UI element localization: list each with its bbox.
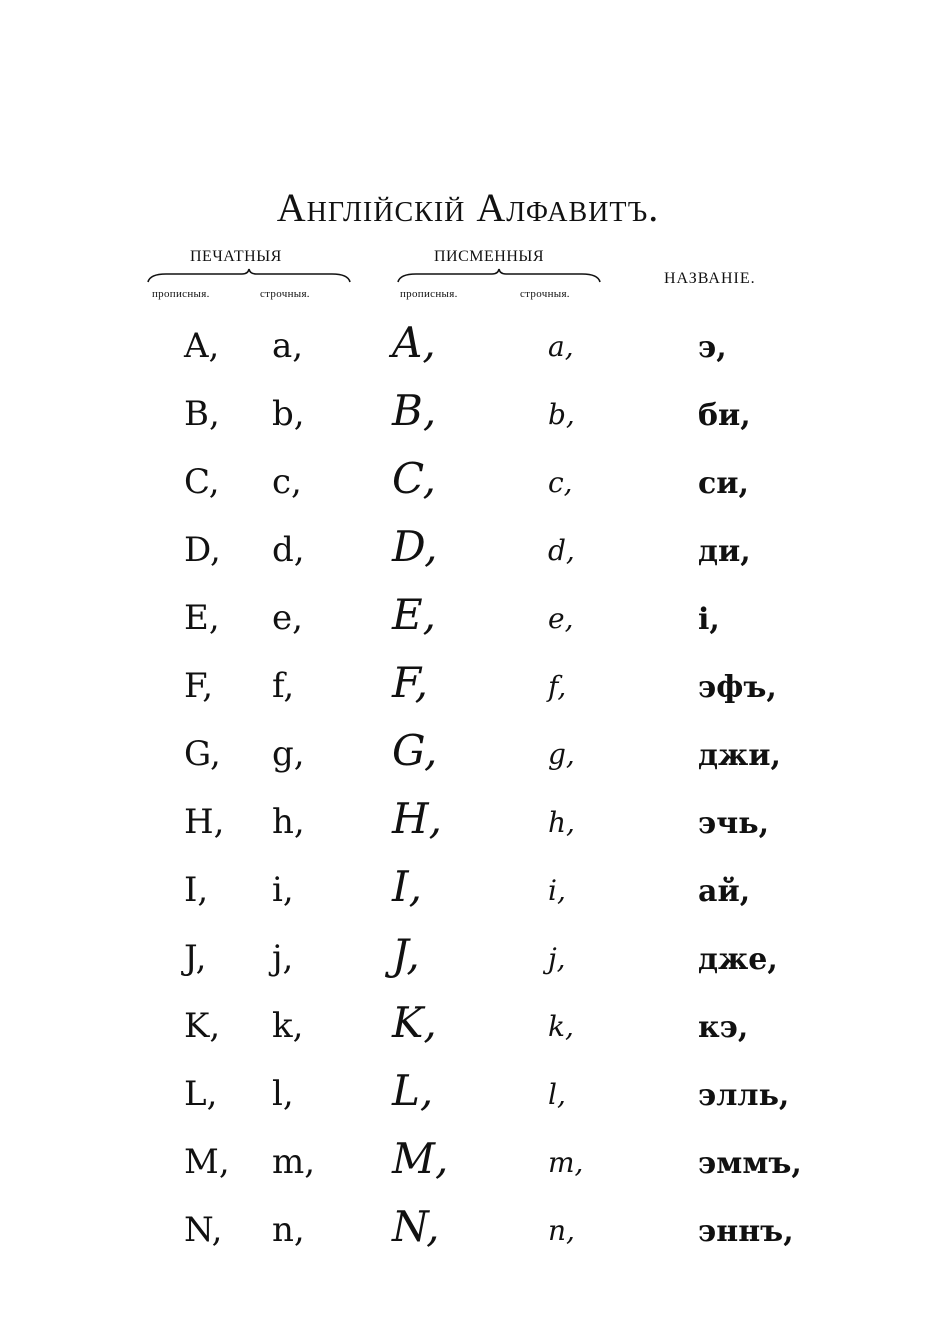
printed-upper-letter: J, [184, 938, 207, 978]
printed-upper-letter: L, [184, 1074, 218, 1114]
script-lower-letter: h, [548, 806, 575, 839]
alphabet-row [0, 930, 936, 1006]
printed-lower-letter: i, [272, 870, 294, 910]
script-lower-letter: i, [548, 874, 566, 907]
alphabet-row [0, 1066, 936, 1142]
printed-lower-letter: g, [272, 734, 305, 774]
alphabet-row [0, 998, 936, 1074]
script-upper-letter: K, [392, 998, 437, 1047]
script-upper-letter: H, [392, 794, 442, 843]
script-upper-letter: M, [392, 1134, 449, 1183]
printed-upper-letter: C, [184, 462, 220, 502]
page-title: Англійскій Алфавитъ. [276, 185, 660, 230]
script-upper-letter: L, [392, 1066, 434, 1115]
script-upper-letter: G, [392, 726, 438, 775]
printed-lower-letter: m, [272, 1142, 316, 1182]
printed-lower-letter: f, [272, 666, 295, 706]
printed-upper-letter: A, [184, 326, 220, 366]
alphabet-row [0, 454, 936, 530]
printed-lower-letter: d, [272, 530, 305, 570]
printed-upper-letter: M, [184, 1142, 230, 1182]
script-upper-letter: J, [392, 930, 420, 979]
printed-header: ПЕЧАТНЫЯ [190, 248, 282, 265]
printed-upper-letter: F, [184, 666, 214, 706]
letter-name: эчь, [698, 806, 770, 841]
script-lower-letter: a, [548, 330, 574, 363]
letter-name: ди, [698, 534, 751, 569]
printed-lower-letter: l, [272, 1074, 294, 1114]
alphabet-row [0, 522, 936, 598]
printed-upper-letter: E, [184, 598, 220, 638]
printed-upper-header: прописныя. [152, 288, 210, 300]
alphabet-row [0, 862, 936, 938]
written-brace [396, 268, 602, 284]
printed-upper-letter: I, [184, 870, 209, 910]
printed-lower-letter: a, [272, 326, 304, 366]
script-upper-letter: D, [392, 522, 438, 571]
letter-name: эфъ, [698, 670, 777, 705]
printed-lower-letter: b, [272, 394, 305, 434]
script-lower-letter: k, [548, 1010, 574, 1043]
written-header: ПИСМЕННЫЯ [434, 248, 545, 265]
printed-upper-letter: H, [184, 802, 225, 842]
script-lower-letter: c, [548, 466, 573, 499]
letter-name: кэ, [698, 1010, 749, 1045]
printed-upper-letter: B, [184, 394, 220, 434]
letter-name: джи, [698, 738, 781, 773]
alphabet-row [0, 794, 936, 870]
letter-name: эннъ, [698, 1214, 794, 1249]
alphabet-row [0, 386, 936, 462]
script-upper-letter: F, [392, 658, 428, 707]
alphabet-row [0, 1134, 936, 1210]
alphabet-row [0, 726, 936, 802]
printed-upper-letter: N, [184, 1210, 223, 1250]
letter-name: эммъ, [698, 1146, 802, 1181]
printed-lower-letter: k, [272, 1006, 304, 1046]
alphabet-row [0, 318, 936, 394]
printed-upper-letter: G, [184, 734, 221, 774]
printed-brace [146, 268, 352, 284]
script-upper-letter: I, [392, 862, 422, 911]
written-lower-header: строчныя. [520, 288, 570, 300]
script-lower-letter: b, [548, 398, 575, 431]
printed-lower-letter: e, [272, 598, 303, 638]
name-header: НАЗВАНІЕ. [664, 270, 756, 287]
script-upper-letter: A, [392, 318, 436, 367]
letter-name: э, [698, 330, 727, 365]
script-upper-letter: C, [392, 454, 436, 503]
letter-name: элль, [698, 1078, 790, 1113]
alphabet-row [0, 1202, 936, 1278]
alphabet-row [0, 658, 936, 734]
written-upper-header: прописныя. [400, 288, 458, 300]
letter-name: си, [698, 466, 749, 501]
script-lower-letter: g, [548, 738, 575, 771]
letter-name: дже, [698, 942, 778, 977]
script-lower-letter: m, [548, 1146, 584, 1179]
letter-name: ай, [698, 874, 751, 909]
script-upper-letter: E, [392, 590, 437, 639]
script-lower-letter: l, [548, 1078, 566, 1111]
alphabet-row [0, 590, 936, 666]
printed-lower-letter: c, [272, 462, 302, 502]
script-lower-letter: e, [548, 602, 574, 635]
script-lower-letter: f, [548, 670, 567, 703]
script-lower-letter: n, [548, 1214, 575, 1247]
printed-lower-letter: j, [272, 938, 294, 978]
letter-name: би, [698, 398, 751, 433]
printed-lower-letter: n, [272, 1210, 305, 1250]
script-lower-letter: j, [548, 942, 566, 975]
printed-upper-letter: D, [184, 530, 221, 570]
printed-upper-letter: K, [184, 1006, 221, 1046]
printed-lower-letter: h, [272, 802, 305, 842]
script-lower-letter: d, [548, 534, 575, 567]
printed-lower-header: строчныя. [260, 288, 310, 300]
letter-name: і, [698, 602, 720, 637]
script-upper-letter: B, [392, 386, 437, 435]
script-upper-letter: N, [392, 1202, 440, 1251]
